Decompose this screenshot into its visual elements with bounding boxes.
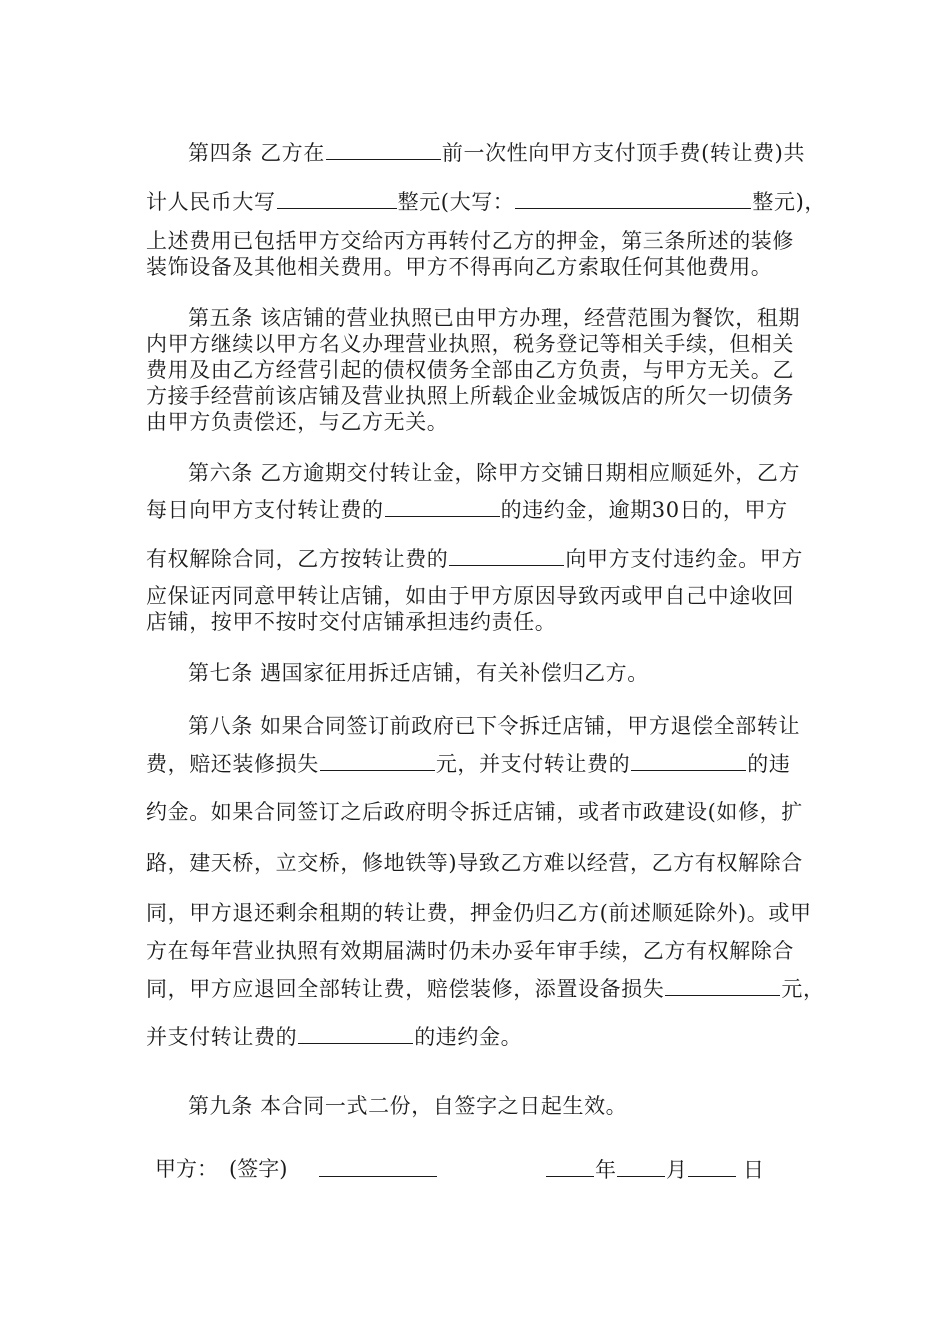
article-8-line-1: 第八条 如果合同签订前政府已下令拆迁店铺，甲方退偿全部转让 bbox=[188, 714, 801, 738]
text-line: 每日向甲方支付转让费的 的违约金，逾期30日的，甲方 bbox=[146, 498, 788, 522]
text-line: 方在每年营业执照有效期届满时仍未办妥年审手续，乙方有权解除合 bbox=[146, 939, 794, 963]
text-line: 由甲方负责偿还，与乙方无关。 bbox=[146, 410, 449, 434]
blank-field[interactable] bbox=[665, 975, 780, 996]
article-7: 第七条 遇国家征用拆迁店铺，有关补偿归乙方。 bbox=[188, 661, 649, 685]
text-line: 上述费用已包括甲方交给丙方再转付乙方的押金，第三条所述的装修 bbox=[146, 229, 794, 253]
signature-sign-label: (签字) bbox=[229, 1157, 288, 1181]
blank-field[interactable] bbox=[298, 1023, 413, 1044]
blank-field[interactable] bbox=[515, 188, 751, 209]
day-label: 日 bbox=[743, 1158, 764, 1182]
text-line: 方接手经营前该店铺及营业执照上所载企业金城饭店的所欠一切债务 bbox=[146, 384, 794, 408]
text-line: 内甲方继续以甲方名义办理营业执照，税务登记等相关手续，但相关 bbox=[146, 332, 794, 356]
text-line: 费用及由乙方经营引起的债权债务全部由乙方负责，与甲方无关。乙 bbox=[146, 358, 794, 382]
text-line: 约金。如果合同签订之后政府明令拆迁店铺，或者市政建设(如修，扩 bbox=[146, 800, 803, 824]
text-line: 同，甲方应退回全部转让费，赔偿装修，添置设备损失 元， bbox=[146, 977, 825, 1001]
blank-field[interactable] bbox=[631, 750, 746, 771]
month-field[interactable] bbox=[617, 1156, 665, 1177]
blank-field[interactable] bbox=[449, 545, 564, 566]
text-line: 店铺，按甲不按时交付店铺承担违约责任。 bbox=[146, 610, 557, 634]
blank-field[interactable] bbox=[277, 188, 397, 209]
text-line: 路，建天桥，立交桥，修地铁等)导致乙方难以经营，乙方有权解除合 bbox=[146, 851, 803, 875]
text-line: 应保证丙同意甲转让店铺，如由于甲方原因导致丙或甲自己中途收回 bbox=[146, 584, 794, 608]
signature-party-label: 甲方： bbox=[155, 1157, 218, 1181]
text-line: 装饰设备及其他相关费用。甲方不得再向乙方索取任何其他费用。 bbox=[146, 255, 773, 279]
blank-field[interactable] bbox=[385, 496, 500, 517]
blank-field[interactable] bbox=[326, 139, 441, 160]
text-line: 费，赔还装修损失 元，并支付转让费的 的违 bbox=[146, 752, 791, 776]
article-4-line-2: 计人民币大写 整元(大写： 整元)， bbox=[146, 190, 826, 214]
text-line: 有权解除合同，乙方按转让费的 向甲方支付违约金。甲方 bbox=[146, 547, 804, 571]
article-6-line-1: 第六条 乙方逾期交付转让金，除甲方交铺日期相应顺延外，乙方 bbox=[188, 461, 801, 485]
text-line: 并支付转让费的 的违约金。 bbox=[146, 1025, 523, 1049]
day-field[interactable] bbox=[688, 1156, 736, 1177]
article-4-line-1: 第四条 乙方在 前一次性向甲方支付顶手费(转让费)共 bbox=[188, 141, 806, 165]
signature-line[interactable] bbox=[318, 1156, 436, 1182]
article-9: 第九条 本合同一式二份，自签字之日起生效。 bbox=[188, 1094, 628, 1118]
blank-field[interactable] bbox=[320, 750, 435, 771]
text-line: 同，甲方退还剩余租期的转让费，押金仍归乙方(前述顺延除外)。或甲 bbox=[146, 901, 812, 925]
date-line bbox=[545, 1156, 764, 1183]
year-label: 年 bbox=[595, 1158, 616, 1182]
year-field[interactable] bbox=[546, 1156, 594, 1177]
month-label: 月 bbox=[666, 1158, 687, 1182]
article-5-line-1: 第五条 该店铺的营业执照已由甲方办理，经营范围为餐饮，租期 bbox=[188, 306, 801, 330]
